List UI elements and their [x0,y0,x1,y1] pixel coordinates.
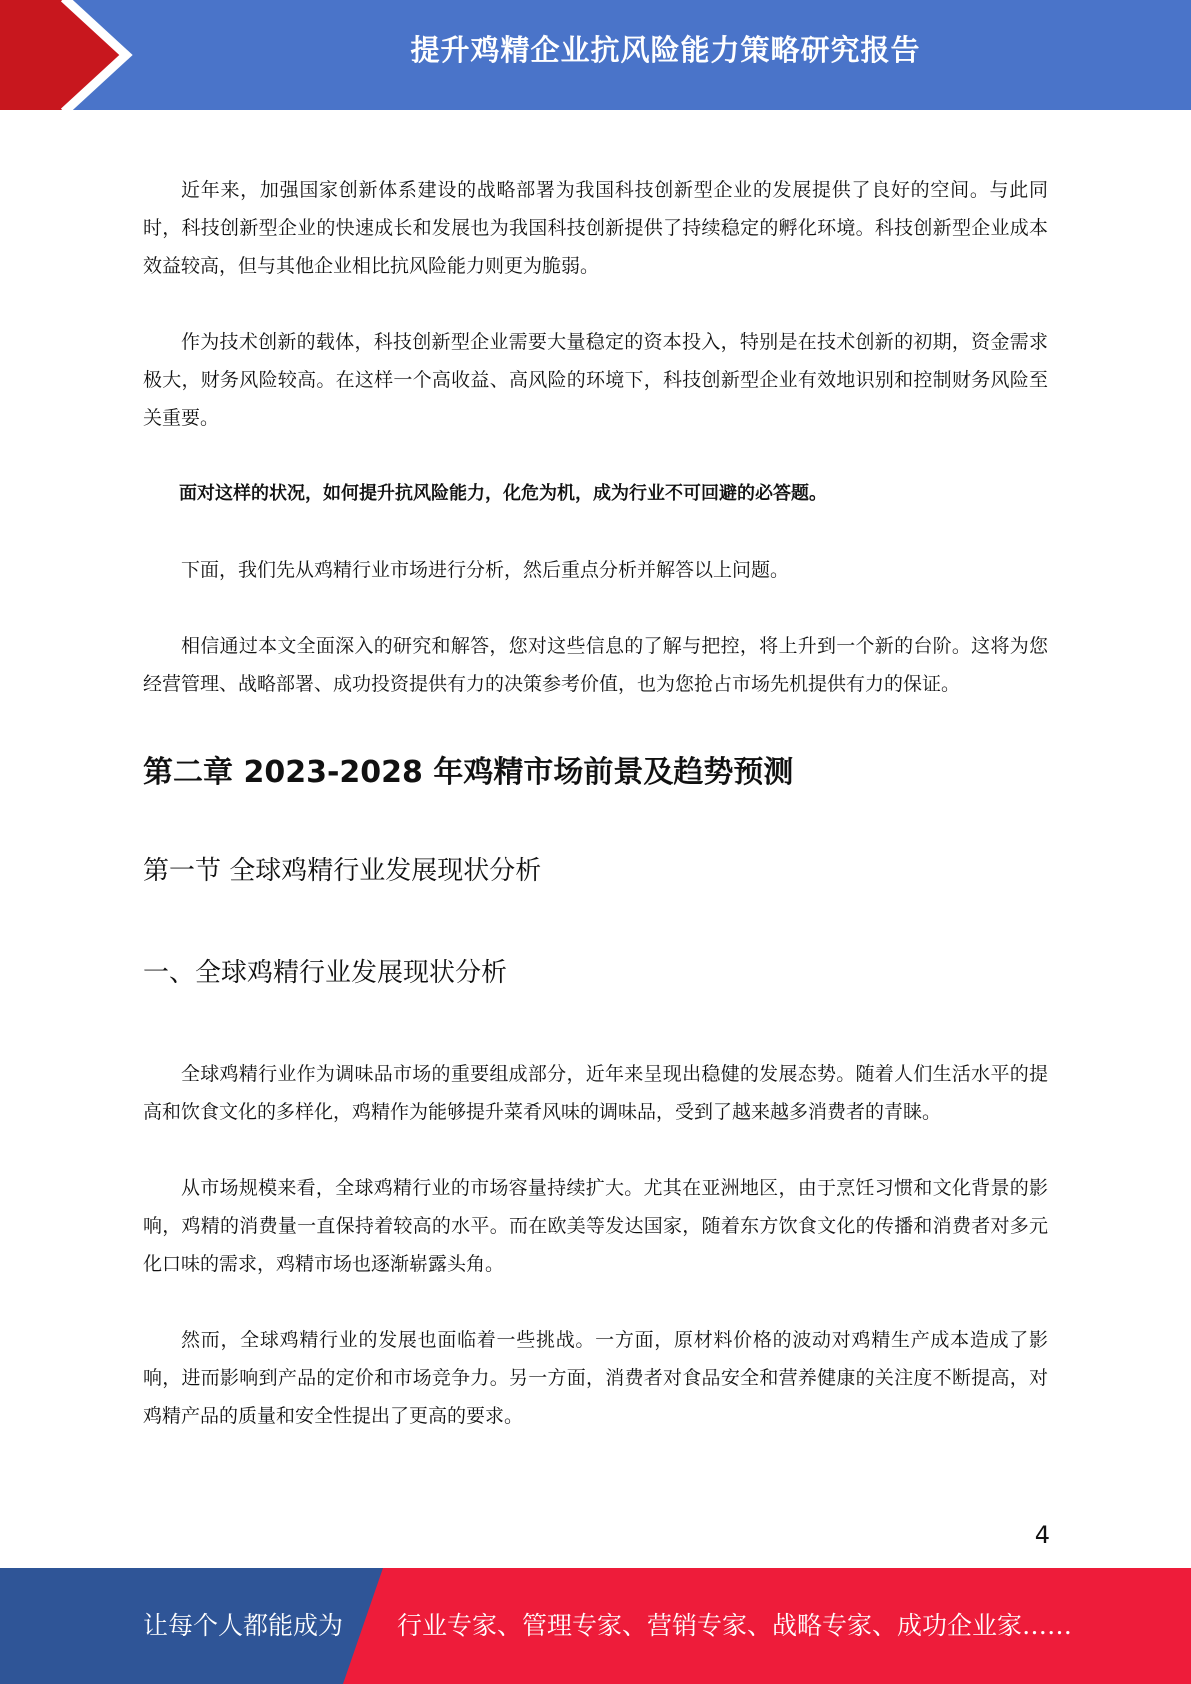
section-heading: 第一节 全球鸡精行业发展现状分析 [143,856,542,886]
document-body [143,171,1048,1435]
header-chevron-icon [0,0,160,110]
section-paragraph-1: 全球鸡精行业作为调味品市场的重要组成部分，近年来呈现出稳健的发展态势。随着人们生活水平的提高和饮食文化的多样化，鸡精作为能够提升菜肴风味的调味品，受到了越来越多消费者的青睐。 [143,1063,1048,1123]
emphasis-paragraph: 面对这样的状况，如何提升抗风险能力，化危为机，成为行业不可回避的必答题。 [179,483,827,504]
page-header [0,0,1191,110]
report-title: 提升鸡精企业抗风险能力策略研究报告 [410,33,921,67]
intro-paragraph-1: 近年来，加强国家创新体系建设的战略部署为我国科技创新型企业的发展提供了良好的空间。与此同时，科技创新型企业的快速成长和发展也为我国科技创新提供了持续稳定的孵化环境。科技创新型企业成本效益较高，但与其他企业相比抗风险能力则更为脆弱。 [143,179,1048,277]
closing-paragraph: 相信通过本文全面深入的研究和解答，您对这些信息的了解与把控，将上升到一个新的台阶。这将为您经营管理、战略部署、成功投资提供有力的决策参考价值，也为您抢占市场先机提供有力的保证。 [143,635,1048,695]
intro-paragraph-2: 作为技术创新的载体，科技创新型企业需要大量稳定的资本投入，特别是在技术创新的初期，资金需求极大，财务风险较高。在这样一个高收益、高风险的环境下，科技创新型企业有效地识别和控制财务风险至关重要。 [143,331,1048,429]
next-paragraph: 下面，我们先从鸡精行业市场进行分析，然后重点分析并解答以上问题。 [181,559,790,581]
footer-slogan-right: 行业专家、管理专家、营销专家、战略专家、成功企业家…… [397,1611,1073,1640]
page-footer [0,1568,1191,1684]
chapter-heading: 第二章 2023-2028 年鸡精市场前景及趋势预测 [143,755,794,790]
section-paragraph-2: 从市场规模来看，全球鸡精行业的市场容量持续扩大。尤其在亚洲地区，由于烹饪习惯和文化背景的影响，鸡精的消费量一直保持着较高的水平。而在欧美等发达国家，随着东方饮食文化的传播和消费者对多元化口味的需求，鸡精市场也逐渐崭露头角。 [143,1177,1048,1275]
page-number: 4 [1034,1521,1050,1549]
section-paragraph-3: 然而，全球鸡精行业的发展也面临着一些挑战。一方面，原材料价格的波动对鸡精生产成本造成了影响，进而影响到产品的定价和市场竞争力。另一方面，消费者对食品安全和营养健康的关注度不断提高，对鸡精产品的质量和安全性提出了更高的要求。 [143,1329,1048,1427]
subsection-heading: 一、全球鸡精行业发展现状分析 [143,958,508,988]
footer-slogan-left: 让每个人都能成为 [143,1611,344,1640]
